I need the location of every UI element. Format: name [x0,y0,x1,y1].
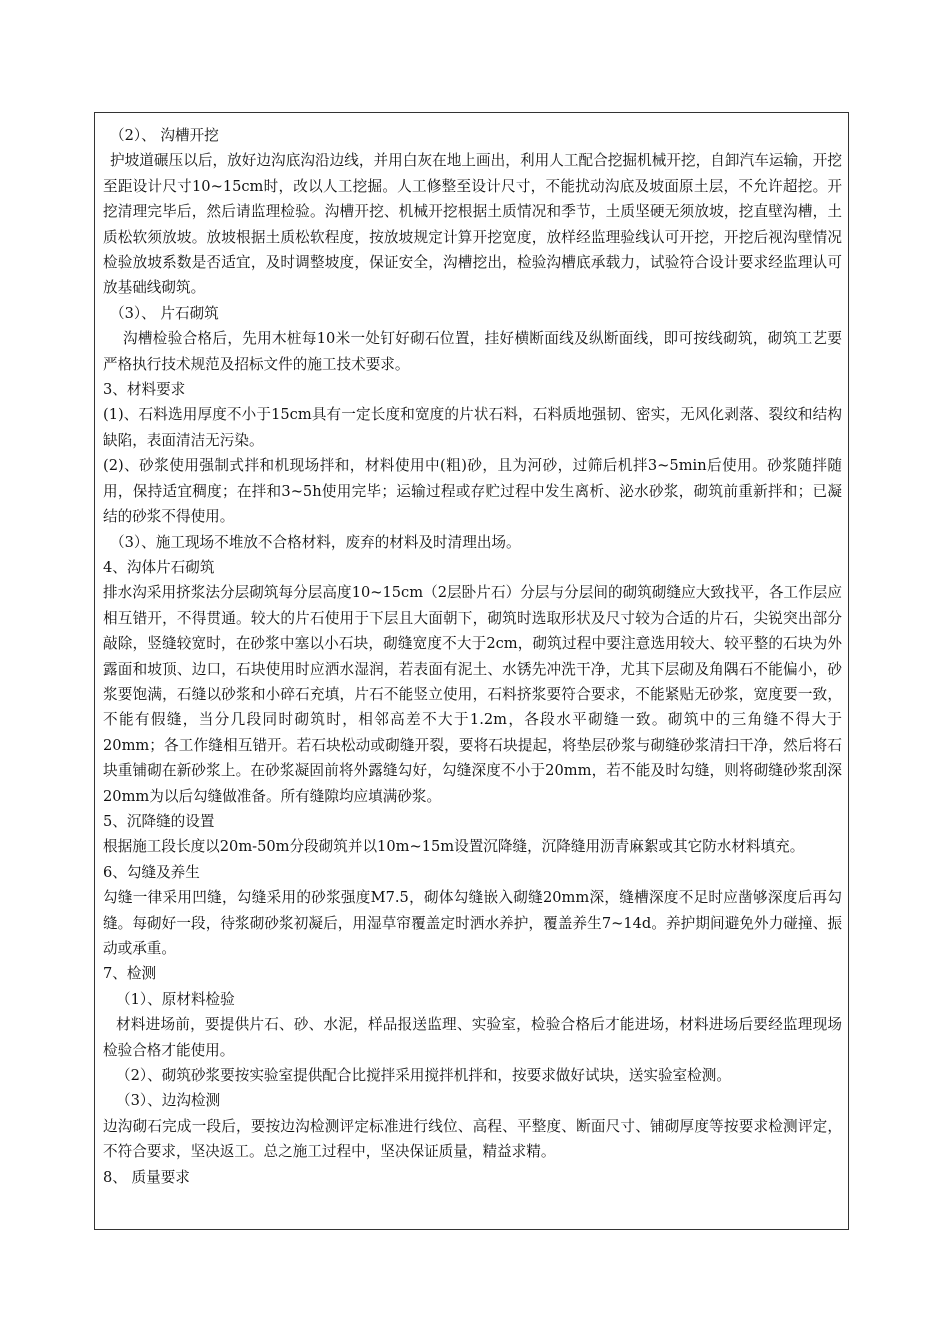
paragraph-ditch-rubble-masonry: 排水沟采用挤浆法分层砌筑每分层高度10~15cm（2层卧片石）分层与分层间的砌筑砌缝应大致找平，各工作层应相互错开，不得贯通。较大的片石使用于下层且大面朝下，砌筑时选取形状及尺寸较为合适的片石，尖锐突出部分敲除，竖缝较宽时，在砂浆中塞以小石块，砌缝宽度不大于2cm，砌筑过程中要注意选用较大、较平整的石块为外露面和坡顶、边口，石块使用时应洒水湿润，若表面有泥土、水锈先冲洗干净，尤其下层砌及角隅石不能偏小，砂浆要饱满，石缝以砂浆和小碎石充填，片石不能竖立使用，石料挤浆要符合要求，不能紧贴无砂浆，宽度要一致，不能有假缝，当分几段同时砌筑时，相邻高差不大于1.2m，各段水平砌缝一致。砌筑中的三角缝不得大于20mm；各工作缝相互错开。若石块松动或砌缝开裂，要将石块提起，将垫层砂浆与砌缝砂浆清扫干净，然后将石块重铺砌在新砂浆上。在砂浆凝固前将外露缝勾好，勾缝深度不小于20mm，若不能及时勾缝，则将砌缝砂浆刮深20mm为以后勾缝做准备。所有缝隙均应填满砂浆。 [103,584,842,805]
paragraph-site-materials: （3）、施工现场不堆放不合格材料，废弃的材料及时清理出场。 [110,533,521,551]
subheading-trench-excavation: （2）、 沟槽开挖 [110,127,219,144]
paragraph-mortar-material: (2)、砂浆使用强制式拌和机现场拌和，材料使用中(粗)砂，且为河砂，过筛后机拌3~5min后使用。砂浆随拌随用，保持适宜稠度；在拌和3~5h使用完毕；运输过程或存贮过程中发生离析、泌水砂浆，砌筑前重新拌和；已凝结的砂浆不得使用。 [103,457,842,526]
document-body [103,123,842,1190]
subheading-raw-material-inspection: （1）、原材料检验 [116,990,235,1008]
subheading-rubble-masonry: （3）、 片石砌筑 [110,304,219,322]
paragraph-stone-material: (1)、石料选用厚度不小于15cm具有一定长度和宽度的片状石料，石料质地强韧、密实，无风化剥落、裂纹和结构缺陷，表面清洁无污染。 [103,406,842,449]
heading-ditch-rubble-masonry: 4、沟体片石砌筑 [103,558,215,576]
paragraph-rubble-masonry: 沟槽检验合格后，先用木桩每10米一处钉好砌石位置，挂好横断面线及纵断面线，即可按线砌筑，砌筑工艺要严格执行技术规范及招标文件的施工技术要求。 [103,330,842,373]
heading-inspection: 7、检测 [103,965,157,983]
document-frame [94,112,849,1230]
heading-quality-requirements: 8、 质量要求 [103,1168,190,1186]
paragraph-pointing-curing: 勾缝一律采用凹缝，勾缝采用的砂浆强度M7.5，砌体勾缝嵌入砌缝20mm深，缝槽深度不足时应凿够深度后再勾缝。每砌好一段，待浆砌砂浆初凝后，用湿草帘覆盖定时洒水养护，覆盖养生7~14d。养护期间避免外力碰撞、振动或承重。 [103,889,842,957]
heading-pointing-curing: 6、勾缝及养生 [103,863,200,881]
subheading-ditch-inspection: （3）、边沟检测 [116,1092,221,1110]
heading-settlement-joint: 5、沉降缝的设置 [103,812,215,830]
paragraph-trench-excavation: 护坡道碾压以后，放好边沟底沟沿边线，并用白灰在地上画出，利用人工配合挖掘机械开挖，自卸汽车运输，开挖至距设计尺寸10~15cm时，改以人工挖掘。人工修整至设计尺寸，不能扰动沟底及坡面原土层，不允许超挖。开挖清理完毕后，然后请监理检验。沟槽开挖、机械开挖根据土质情况和季节，土质坚硬无须放坡，挖直壁沟槽，土质松软须放坡。放坡根据土质松软程度，按放坡规定计算开挖宽度，放样经监理验线认可开挖，开挖后视沟壁情况检验放坡系数是否适宜，及时调整坡度，保证安全，沟槽挖出，检验沟槽底承载力，试验符合设计要求经监理认可放基础线砌筑。 [103,152,842,297]
heading-material-requirements: 3、材料要求 [103,381,186,399]
paragraph-ditch-inspection: 边沟砌石完成一段后，要按边沟检测评定标准进行线位、高程、平整度、断面尺寸、铺砌厚度等按要求检测评定，不符合要求，坚决返工。总之施工过程中，坚决保证质量，精益求精。 [103,1117,842,1161]
paragraph-raw-material-inspection: 材料进场前，要提供片石、砂、水泥，样品报送监理、实验室，检验合格后才能进场，材料进场后要经监理现场检验合格才能使用。 [103,1016,842,1059]
paragraph-mortar-testing: （2）、砌筑砂浆要按实验室提供配合比搅拌采用搅拌机拌和，按要求做好试块，送实验室检测。 [116,1067,731,1085]
paragraph-settlement-joint: 根据施工段长度以20m-50m分段砌筑并以10m~15m设置沉降缝，沉降缝用沥青麻絮或其它防水材料填充。 [103,838,805,856]
